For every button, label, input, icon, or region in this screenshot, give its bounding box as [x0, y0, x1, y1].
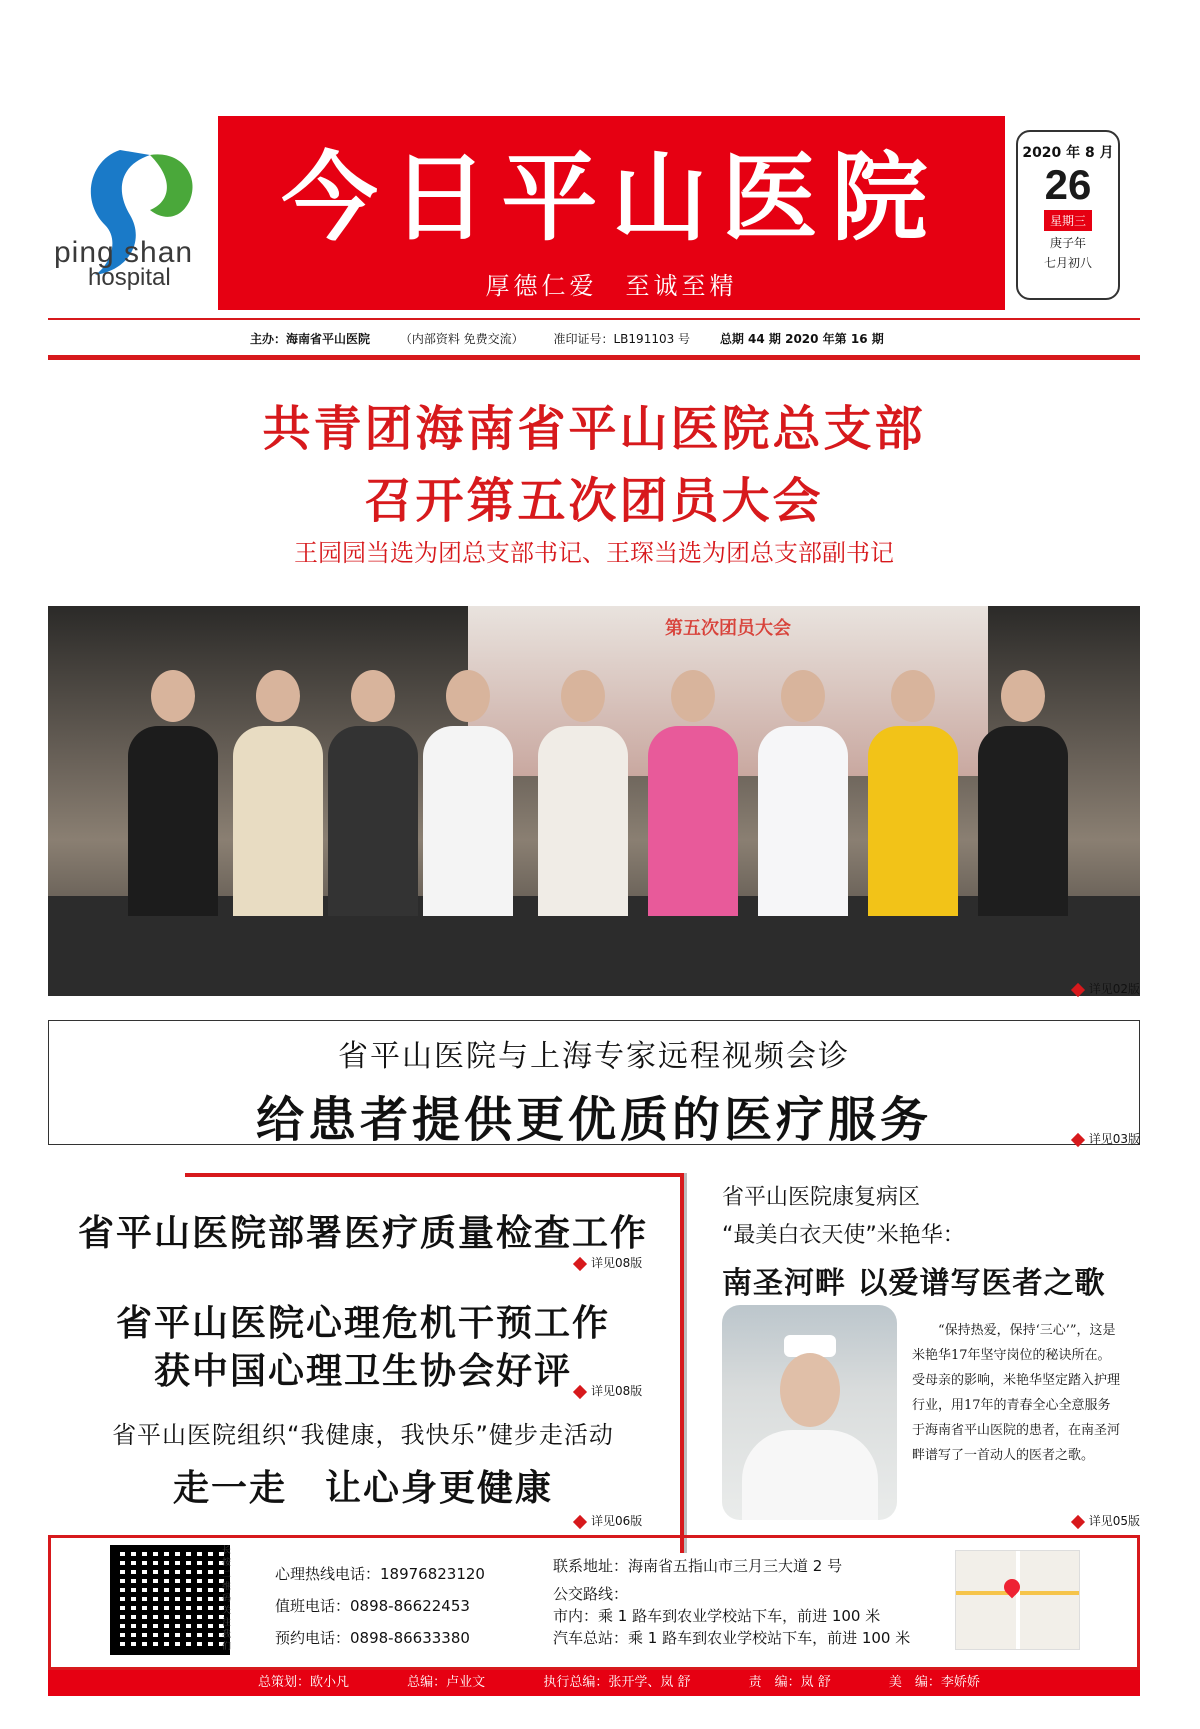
logo-text-ping-shan: ping shan — [54, 236, 194, 269]
story-crisis-line1: 省平山医院心理危机干预工作 — [115, 1303, 610, 1344]
headline-subtitle: 王园园当选为团总支部书记、王琛当选为团总支部副书记 — [294, 539, 894, 567]
person — [758, 670, 848, 916]
see-page-label: 详见03版 — [1088, 1132, 1140, 1146]
nurse-story-quote: “保持热爱，保持‘三心’”，这是米艳华17年坚守岗位的秘诀所在。受母亲的影响，米艳华坚定踏入护理行业，用17年的青春全心全意服务于海南省平山医院的患者，在南圣河畔谱写了一首动人的医者之歌。 — [912, 1323, 1121, 1463]
person — [423, 670, 513, 916]
date-day: 26 — [1044, 161, 1092, 208]
person — [233, 670, 323, 916]
duty-phone: 值班电话：0898-86622453 — [275, 1597, 470, 1615]
person — [978, 670, 1068, 916]
screen-title: 第五次团员大会 — [665, 618, 791, 639]
divider-top — [48, 318, 1140, 320]
column-frame-top — [185, 1173, 683, 1177]
consult-story-box — [48, 1020, 1140, 1148]
nurse-portrait — [722, 1305, 897, 1520]
story-walk-subtitle: 省平山医院组织“我健康，我快乐”健步走活动 — [112, 1421, 614, 1449]
publisher: 主办：海南省平山医院 — [250, 332, 371, 346]
consult-title: 给患者提供更优质的医疗服务 — [255, 1092, 932, 1148]
bus-route-city: 市内：乘 1 路车到农业学校站下车，前进 100 米 — [553, 1607, 881, 1625]
see-page-label: 详见08版 — [591, 1256, 643, 1270]
distribution-note: （内部资料 免费交流） — [399, 332, 524, 346]
headline-line2: 召开第五次团员大会 — [364, 473, 824, 529]
date-lunar-year: 庚子年 — [1049, 236, 1086, 250]
diamond-icon — [573, 1514, 587, 1528]
see-page-link[interactable] — [575, 1382, 642, 1399]
nurse-story-title: 南圣河畔 以爱谱写医者之歌 — [722, 1266, 1106, 1301]
see-page-label: 详见05版 — [1088, 1514, 1140, 1528]
issue-number: 总期 44 期 2020 年第 16 期 — [719, 332, 884, 346]
person — [868, 670, 958, 916]
person — [538, 670, 628, 916]
credit-planner: 总策划：欧小凡 — [258, 1675, 350, 1690]
diamond-icon — [1071, 982, 1085, 996]
date-lunar-day: 七月初八 — [1043, 256, 1092, 270]
diamond-icon — [1071, 1132, 1085, 1146]
column-frame-right — [680, 1173, 684, 1553]
person — [328, 670, 418, 916]
credit-art-editor: 美 编：李娇娇 — [888, 1675, 980, 1690]
consult-subtitle: 省平山医院与上海专家远程视频会诊 — [338, 1039, 850, 1074]
contact-address: 联系地址：海南省五指山市三月三大道 2 号 — [553, 1557, 843, 1575]
person — [648, 670, 738, 916]
date-weekday: 星期三 — [1044, 210, 1092, 231]
see-page-label: 详见08版 — [591, 1384, 643, 1398]
credit-responsible-editor: 责 编：岚 舒 — [748, 1675, 831, 1690]
see-page-link[interactable] — [1073, 980, 1140, 997]
date-box — [1016, 130, 1120, 300]
see-page-label: 详见06版 — [591, 1514, 643, 1528]
story-crisis-line2: 获中国心理卫生协会好评 — [153, 1351, 572, 1392]
print-permit: 准印证号：LB191103 号 — [553, 332, 691, 346]
nurse-story-kicker2: “最美白衣天使”米艳华： — [722, 1223, 965, 1248]
group-photo — [48, 606, 1140, 996]
location-map — [955, 1550, 1080, 1650]
divider-thick — [48, 355, 1140, 360]
credit-exec-editor: 执行总编：张开学、岚 舒 — [543, 1675, 691, 1690]
see-page-link[interactable] — [575, 1512, 642, 1529]
booking-phone: 预约电话：0898-86633380 — [275, 1629, 470, 1647]
qr-hint: 长按二维码关注我们 — [222, 1546, 232, 1652]
see-page-link[interactable] — [1073, 1512, 1140, 1529]
person — [128, 670, 218, 916]
diamond-icon — [573, 1256, 587, 1270]
story-walk-title: 走一走 让心身更健康 — [172, 1468, 553, 1509]
credit-editor-in-chief: 总编：卢业文 — [407, 1675, 486, 1690]
story-quality-inspection: 省平山医院部署医疗质量检查工作 — [77, 1213, 648, 1254]
newspaper-motto: 厚德仁爱 至诚至精 — [485, 272, 738, 300]
diamond-icon — [1071, 1514, 1085, 1528]
see-page-link[interactable] — [1073, 1130, 1140, 1147]
masthead-title-box — [218, 116, 1005, 310]
staff-credits — [48, 1670, 1140, 1696]
diamond-icon — [573, 1384, 587, 1398]
bus-heading: 公交路线： — [553, 1585, 629, 1603]
bus-route-station: 汽车总站：乘 1 路车到农业学校站下车，前进 100 米 — [553, 1629, 911, 1647]
newspaper-title: 今日平山医院 — [281, 141, 942, 254]
hotline-phone: 心理热线电话：18976823120 — [275, 1565, 485, 1583]
publication-info — [250, 330, 1130, 347]
see-page-link[interactable] — [575, 1254, 642, 1271]
date-year-month: 2020 年 8 月 — [1022, 145, 1114, 161]
qr-code-icon[interactable] — [110, 1545, 230, 1655]
see-page-label: 详见02版 — [1088, 982, 1140, 996]
logo-text-hospital: hospital — [88, 264, 171, 291]
nurse-story-kicker1: 省平山医院康复病区 — [722, 1185, 921, 1210]
headline-line1: 共青团海南省平山医院总支部 — [262, 401, 926, 457]
